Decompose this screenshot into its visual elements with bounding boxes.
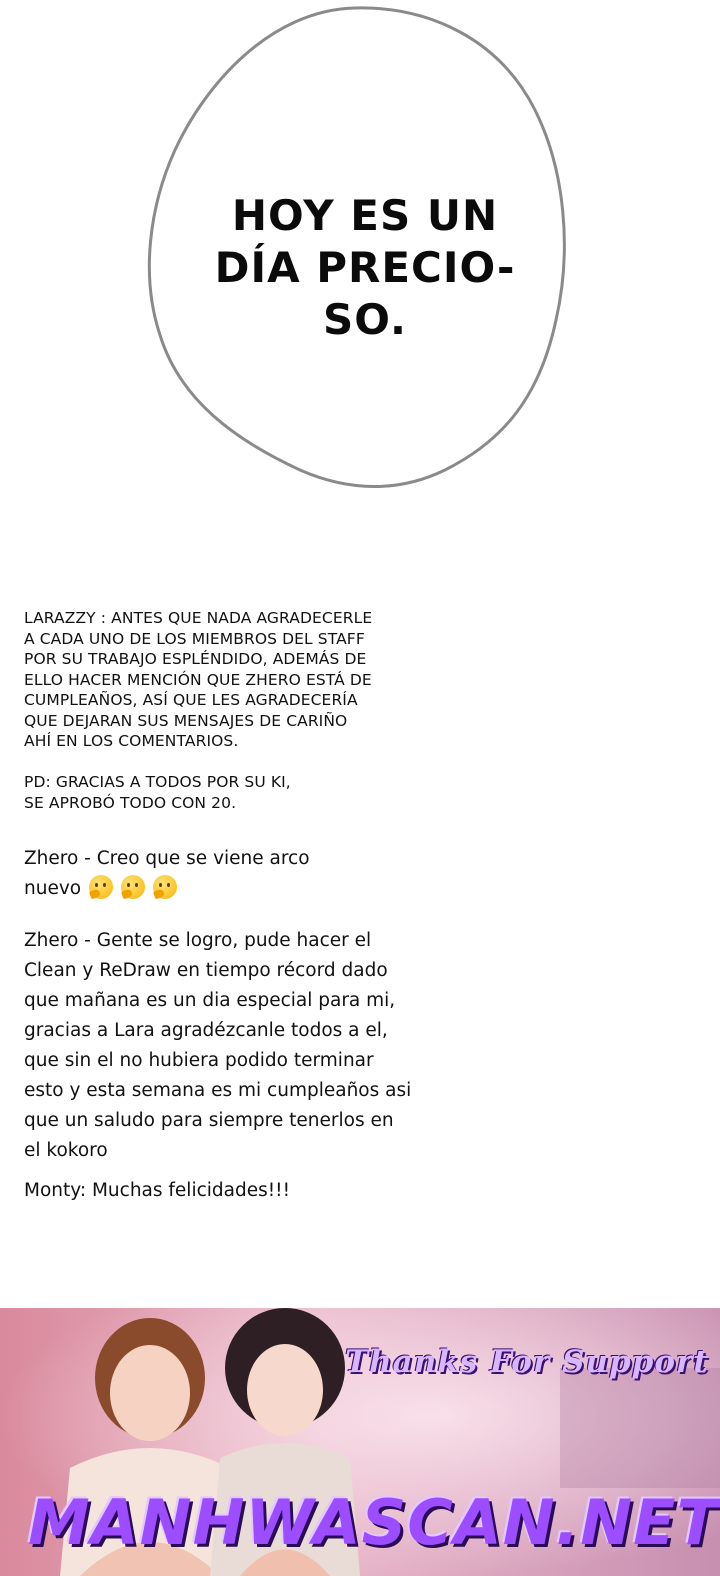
thinking-face-icon [153, 875, 177, 899]
site-logo[interactable]: MANHWASCAN.NET [28, 1486, 720, 1559]
note-line: QUE DEJARAN SUS MENSAJES DE CARIÑO [24, 711, 348, 730]
comment-line: Monty: Muchas felicidades!!! [24, 1180, 290, 1201]
bubble-line: HOY ES UN [231, 191, 499, 240]
promo-banner[interactable] [0, 1308, 720, 1576]
bubble-line: SO. [323, 295, 407, 344]
comment-monty [24, 1176, 424, 1206]
comment-line: que mañana es un dia especial para mi, [24, 990, 396, 1011]
note-line: ELLO HACER MENCIÓN QUE ZHERO ESTÁ DE [24, 670, 372, 689]
comment-line: que sin el no hubiera podido terminar [24, 1050, 374, 1071]
bubble-text [200, 190, 530, 346]
note-line: SE APROBÓ TODO CON 20. [24, 793, 237, 812]
comment-line: el kokoro [24, 1140, 108, 1161]
comment-line: Zhero - Gente se logro, pude hacer el [24, 930, 372, 951]
note-line: CUMPLEAÑOS, ASÍ QUE LES AGRADECERÍA [24, 691, 358, 709]
comment-line: gracias a Lara agradézcanle todos a el, [24, 1020, 388, 1041]
translator-note [24, 608, 424, 752]
comment-zhero-1 [24, 844, 424, 904]
character-face [110, 1345, 190, 1441]
character-face [247, 1344, 323, 1436]
note-line: LARAZZY : ANTES QUE NADA AGRADECERLE [24, 609, 373, 627]
comment-line: esto y esta semana es mi cumpleaños asi [24, 1080, 412, 1101]
comment-text: nuevo [24, 878, 82, 899]
thinking-face-icon [89, 875, 113, 899]
comment-line: Zhero - Creo que se viene arco [24, 848, 310, 869]
note-line: A CADA UNO DE LOS MIEMBROS DEL STAFF [24, 629, 365, 648]
note-line: AHÍ EN LOS COMENTARIOS. [24, 732, 239, 750]
note-line: POR SU TRABAJO ESPLÉNDIDO, ADEMÁS DE [24, 650, 367, 668]
comment-zhero-2 [24, 926, 424, 1166]
thinking-face-icon [121, 875, 145, 899]
comment-line: Clean y ReDraw en tiempo récord dado [24, 960, 388, 981]
speech-bubble [0, 0, 720, 500]
bubble-line: DÍA PRECIO- [214, 243, 516, 292]
pd-note [24, 772, 424, 813]
note-line: PD: GRACIAS A TODOS POR SU KI, [24, 773, 291, 791]
comment-line: que un saludo para siempre tenerlos en [24, 1110, 394, 1131]
comment-line [24, 874, 424, 904]
banner-tagline: Thanks For Support [345, 1344, 709, 1380]
